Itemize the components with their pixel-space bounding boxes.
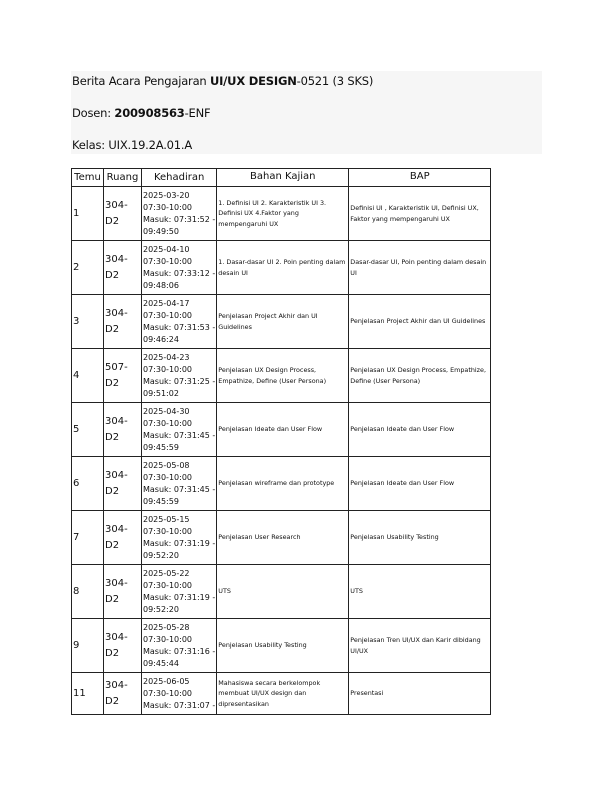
check-in-time: Masuk: 07:31:53 - [143, 322, 216, 332]
document-header [71, 71, 542, 154]
cell-bap [349, 295, 491, 349]
check-in-time: Masuk: 07:31:19 - [143, 538, 216, 548]
bahan-kajian-text: Penjelasan UX Design Process, Empathize, Define (User Persona) [218, 366, 327, 385]
check-in-time: Masuk: 07:31:52 - [143, 214, 216, 224]
bap-text: Penjelasan UX Design Process, Empathize, Define (User Persona) [350, 366, 486, 385]
session-date: 2025-05-28 [143, 622, 190, 632]
bahan-kajian-text: 1. Dasar-dasar UI 2. Poin penting dalam desain UI [218, 258, 346, 277]
session-time: 07:30-10:00 [143, 526, 192, 536]
table-row [72, 619, 491, 673]
bahan-kajian-text: Penjelasan Project Akhir dan UI Guidelines [218, 312, 318, 331]
cell-ruang: 304-D2 [104, 295, 142, 349]
cell-bahan-kajian [217, 349, 349, 403]
bap-text: UTS [350, 587, 363, 596]
cell-ruang: 304-D2 [104, 511, 142, 565]
bap-text: Penjelasan Ideate dan User Flow [350, 425, 455, 434]
lecturer-line [72, 106, 210, 120]
column-header-bap: BAP [349, 169, 491, 187]
cell-ruang: 304-D2 [104, 241, 142, 295]
title-prefix: Berita Acara Pengajaran [72, 74, 210, 88]
attendance-table [71, 168, 491, 715]
check-out-time: 09:51:02 [143, 388, 179, 398]
cell-ruang: 304-D2 [104, 619, 142, 673]
cell-bap [349, 349, 491, 403]
check-in-time: Masuk: 07:31:19 - [143, 592, 216, 602]
column-header-temu: Temu [72, 169, 104, 187]
bap-text: Penjelasan Project Akhir dan UI Guidelines [350, 317, 486, 326]
check-out-time: 09:48:06 [143, 280, 179, 290]
table-row [72, 511, 491, 565]
cell-bap [349, 403, 491, 457]
check-out-time: 09:45:59 [143, 496, 179, 506]
check-in-time: Masuk: 07:31:07 - [143, 700, 216, 710]
column-header-bahan-kajian: Bahan Kajian [217, 169, 349, 187]
cell-ruang: 304-D2 [104, 187, 142, 241]
session-date: 2025-05-22 [143, 568, 190, 578]
cell-bahan-kajian [217, 457, 349, 511]
bahan-kajian-text: Penjelasan Usability Testing [218, 641, 307, 650]
cell-kehadiran [142, 187, 217, 241]
cell-temu: 7 [72, 511, 104, 565]
session-time: 07:30-10:00 [143, 418, 192, 428]
check-out-time: 09:52:20 [143, 550, 179, 560]
cell-temu: 2 [72, 241, 104, 295]
cell-ruang: 304-D2 [104, 565, 142, 619]
session-date: 2025-06-05 [143, 676, 190, 686]
cell-temu: 4 [72, 349, 104, 403]
cell-bahan-kajian [217, 619, 349, 673]
cell-bap [349, 187, 491, 241]
bahan-kajian-text: Penjelasan Ideate dan User Flow [218, 425, 323, 434]
cell-ruang: 304-D2 [104, 673, 142, 715]
cell-bap [349, 457, 491, 511]
cell-bap [349, 511, 491, 565]
course-name: UI/UX DESIGN [209, 74, 297, 88]
session-date: 2025-05-08 [143, 460, 190, 470]
session-date: 2025-04-17 [143, 298, 190, 308]
cell-kehadiran [142, 457, 217, 511]
bahan-kajian-text: UTS [218, 587, 231, 596]
check-out-time: 09:45:44 [143, 658, 179, 668]
table-row [72, 565, 491, 619]
cell-temu: 6 [72, 457, 104, 511]
cell-kehadiran [142, 511, 217, 565]
cell-kehadiran [142, 349, 217, 403]
cell-bahan-kajian [217, 295, 349, 349]
class-line: Kelas: UIX.19.2A.01.A [72, 138, 193, 152]
lecturer-label: Dosen: [72, 106, 115, 120]
lecturer-id: 200908563 [114, 106, 185, 120]
session-date: 2025-04-30 [143, 406, 190, 416]
check-out-time: 09:52:20 [143, 604, 179, 614]
cell-temu: 9 [72, 619, 104, 673]
cell-bap [349, 619, 491, 673]
cell-bahan-kajian [217, 565, 349, 619]
column-header-kehadiran: Kehadiran [142, 169, 217, 187]
table-row [72, 403, 491, 457]
session-time: 07:30-10:00 [143, 202, 192, 212]
check-in-time: Masuk: 07:31:16 - [143, 646, 216, 656]
check-out-time: 09:49:50 [143, 226, 179, 236]
lecturer-code: -ENF [184, 106, 211, 120]
bap-text: Dasar-dasar UI, Poin penting dalam desain UI [350, 258, 487, 277]
table-header-row [72, 169, 491, 187]
check-in-time: Masuk: 07:31:45 - [143, 484, 216, 494]
cell-temu: 11 [72, 673, 104, 715]
bap-text: Definisi UI , Karakteristik UI, Definisi UX, Faktor yang mempengaruhi UX [350, 204, 479, 223]
session-time: 07:30-10:00 [143, 634, 192, 644]
column-header-ruang: Ruang [104, 169, 142, 187]
session-time: 07:30-10:00 [143, 364, 192, 374]
cell-bahan-kajian [217, 187, 349, 241]
table-row [72, 241, 491, 295]
cell-temu: 3 [72, 295, 104, 349]
session-time: 07:30-10:00 [143, 580, 192, 590]
course-code: -0521 (3 SKS) [296, 74, 374, 88]
session-time: 07:30-10:00 [143, 472, 192, 482]
document-title [72, 74, 373, 88]
session-date: 2025-04-10 [143, 244, 190, 254]
check-in-time: Masuk: 07:31:45 - [143, 430, 216, 440]
table-row [72, 187, 491, 241]
session-time: 07:30-10:00 [143, 256, 192, 266]
cell-temu: 8 [72, 565, 104, 619]
cell-temu: 1 [72, 187, 104, 241]
cell-kehadiran [142, 241, 217, 295]
table-body [72, 187, 491, 715]
session-time: 07:30-10:00 [143, 688, 192, 698]
bap-text: Penjelasan Ideate dan User Flow [350, 479, 455, 488]
cell-kehadiran [142, 565, 217, 619]
table-row [72, 295, 491, 349]
check-in-time: Masuk: 07:31:25 - [143, 376, 216, 386]
session-time: 07:30-10:00 [143, 310, 192, 320]
cell-ruang: 507-D2 [104, 349, 142, 403]
cell-kehadiran [142, 403, 217, 457]
bahan-kajian-text: 1. Definisi UI 2. Karakteristik UI 3. Definisi UX 4.Faktor yang mempengaruhi UX [218, 198, 327, 228]
cell-ruang: 304-D2 [104, 457, 142, 511]
cell-bap [349, 241, 491, 295]
check-out-time: 09:45:59 [143, 442, 179, 452]
cell-bahan-kajian [217, 241, 349, 295]
cell-bahan-kajian [217, 511, 349, 565]
session-date: 2025-04-23 [143, 352, 190, 362]
check-out-time: 09:46:24 [143, 334, 179, 344]
table-row [72, 673, 491, 715]
cell-temu: 5 [72, 403, 104, 457]
cell-bap [349, 673, 491, 715]
session-date: 2025-03-20 [143, 190, 190, 200]
check-in-time: Masuk: 07:33:12 - [143, 268, 216, 278]
cell-bap [349, 565, 491, 619]
table-row [72, 349, 491, 403]
table-row [72, 457, 491, 511]
bahan-kajian-text: Penjelasan User Research [218, 533, 301, 542]
cell-bahan-kajian [217, 673, 349, 715]
cell-kehadiran [142, 619, 217, 673]
bap-text: Penjelasan Usability Testing [350, 533, 439, 542]
cell-kehadiran [142, 295, 217, 349]
bap-text: Penjelasan Tren UI/UX dan Karir dibidang UI/UX [350, 636, 481, 655]
bahan-kajian-text: Mahasiswa secara berkelompok membuat UI/UX design dan dipresentasikan [218, 678, 321, 708]
cell-ruang: 304-D2 [104, 403, 142, 457]
bahan-kajian-text: Penjelasan wireframe dan prototype [218, 479, 335, 488]
cell-kehadiran [142, 673, 217, 715]
bap-text: Presentasi [350, 689, 384, 698]
cell-bahan-kajian [217, 403, 349, 457]
session-date: 2025-05-15 [143, 514, 190, 524]
